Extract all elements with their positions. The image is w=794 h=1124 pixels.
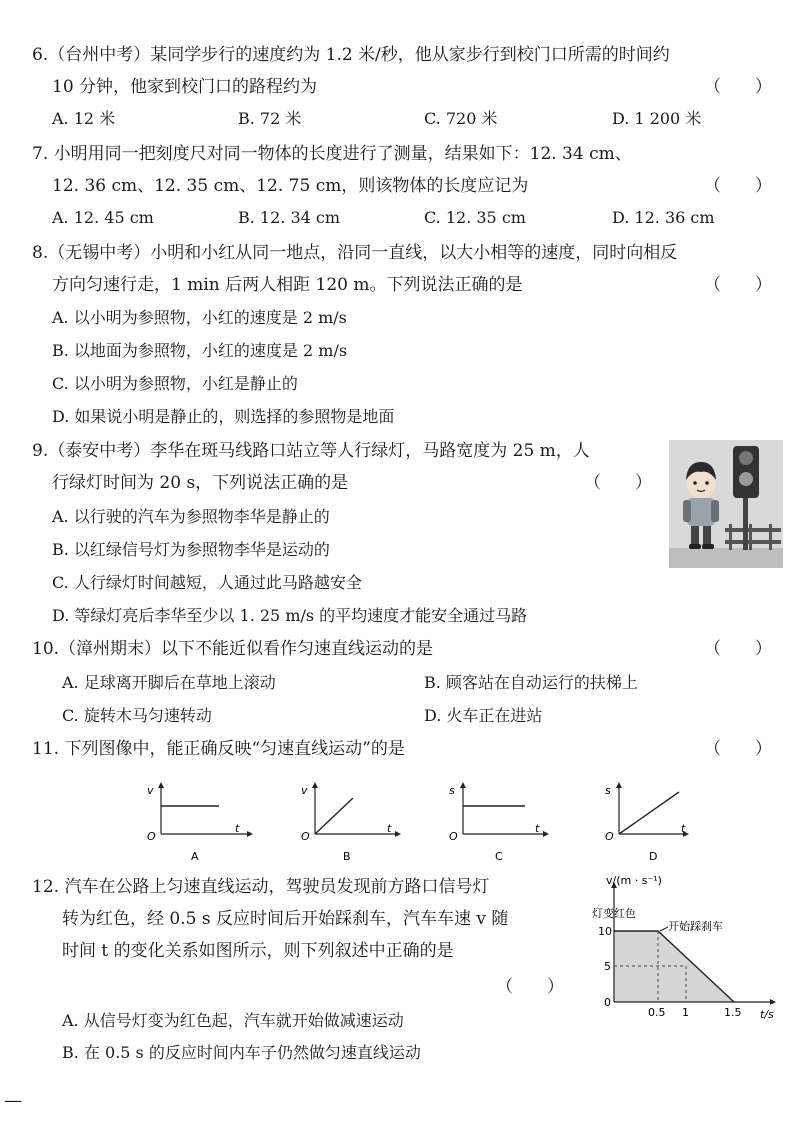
crosswalk-illustration [669,440,783,568]
q11-graph-a [143,780,253,865]
q11-graph-b-label: B [343,850,351,863]
q9-stem-line1: 9.（泰安中考）李华在斑马线路口站立等人行绿灯，马路宽度为 25 m，人 [32,441,590,461]
q12-graph-ylabel: v/(m · s⁻¹) [606,874,662,887]
q12-stem-line1: 12. 汽车在公路上匀速直线运动，驾驶员发现前方路口信号灯 [32,877,490,897]
q11-graph-a-yaxis: v [147,784,154,797]
q11-graph-d-xaxis: t [681,822,686,835]
q11-graph-d-label: D [649,850,658,863]
q12-graph-xtick-1.5: 1.5 [724,1006,742,1019]
q10-option-d: D. 火车正在进站 [424,706,543,725]
q8-answer-blank: （ ） [704,275,772,295]
q6-option-d: D. 1 200 米 [612,109,702,128]
q12-graph-annot-red: 灯变红色 [592,907,636,920]
q12-graph-xtick-0.5: 0.5 [648,1006,666,1019]
q7-stem-line1: 7. 小明用同一把刻度尺对同一物体的长度进行了测量，结果如下：12. 34 cm、 [32,144,632,164]
q6-option-a: A. 12 米 [52,109,116,128]
q11-graph-b-origin: O [301,830,310,843]
q7-answer-blank: （ ） [704,176,772,196]
q10-answer-blank: （ ） [704,639,772,659]
q10-option-b: B. 顾客站在自动运行的扶梯上 [424,673,638,692]
q11-graph-b [297,780,407,865]
q7-option-d: D. 12. 36 cm [612,208,715,227]
q11-graph-d-origin: O [605,830,614,843]
q8-option-a: A. 以小明为参照物，小红的速度是 2 m/s [52,308,347,327]
q8-option-c: C. 以小明为参照物，小红是静止的 [52,374,298,393]
q7-option-b: B. 12. 34 cm [238,208,341,227]
q12-stem-line2: 转为红色，经 0.5 s 反应时间后开始踩刹车，汽车车速 v 随 [62,909,509,929]
q10-option-c: C. 旋转木马匀速转动 [62,706,212,725]
q11-graph-a-label: A [191,850,199,863]
q9-option-b: B. 以红绿信号灯为参照物李华是运动的 [52,540,330,559]
q11-graph-b-yaxis: v [301,784,308,797]
q6-option-b: B. 72 米 [238,109,302,128]
q12-graph-ytick-0: 0 [604,996,611,1009]
q8-stem-line1: 8.（无锡中考）小明和小红从同一地点，沿同一直线，以大小相等的速度，同时向相反 [32,243,678,263]
q6-option-c: C. 720 米 [424,109,498,128]
q11-graph-c-xaxis: t [535,822,540,835]
q9-option-c: C. 人行绿灯时间越短，人通过此马路越安全 [52,573,362,592]
q11-graph-a-origin: O [147,830,156,843]
q12-graph-xlabel: t/s [760,1008,774,1020]
q8-option-d: D. 如果说小明是静止的，则选择的参照物是地面 [52,407,395,426]
q11-graph-c [445,780,555,865]
q7-stem-line2: 12. 36 cm、12. 35 cm、12. 75 cm，则该物体的长度应记为 [52,176,529,196]
q11-graph-d [601,780,711,865]
q11-graph-b-xaxis: t [387,822,392,835]
q12-graph-ytick-10: 10 [598,925,612,938]
q11-graph-a-xaxis: t [235,822,240,835]
q8-option-b: B. 以地面为参照物，小红的速度是 2 m/s [52,341,348,360]
q7-option-a: A. 12. 45 cm [52,208,154,227]
q11-stem: 11. 下列图像中，能正确反映“匀速直线运动”的是 [32,739,405,759]
q12-vt-graph [584,870,784,1020]
footer-mark: — [4,1090,22,1111]
q9-option-d: D. 等绿灯亮后李华至少以 1. 25 m/s 的平均速度才能安全通过马路 [52,606,528,625]
q8-stem-line2: 方向匀速行走，1 min 后两人相距 120 m。下列说法正确的是 [52,275,523,295]
q11-graph-c-yaxis: s [449,784,455,797]
q11-answer-blank: （ ） [704,739,772,759]
q6-stem-line1: 6.（台州中考）某同学步行的速度约为 1.2 米/秒，他从家步行到校门口所需的时间约 [32,45,670,65]
q12-graph-xtick-1: 1 [682,1006,689,1019]
q6-answer-blank: （ ） [704,77,772,97]
q11-graph-d-yaxis: s [605,784,611,797]
q11-graph-c-label: C [495,850,503,863]
q12-stem-line3: 时间 t 的变化关系如图所示，则下列叙述中正确的是 [62,941,454,961]
q12-graph-ytick-5: 5 [604,960,611,973]
q12-option-a: A. 从信号灯变为红色起，汽车就开始做减速运动 [62,1011,404,1030]
q7-option-c: C. 12. 35 cm [424,208,526,227]
q11-graph-c-origin: O [449,830,458,843]
q9-option-a: A. 以行驶的汽车为参照物李华是静止的 [52,507,330,526]
q9-stem-line2: 行绿灯时间为 20 s，下列说法正确的是 [52,473,349,493]
q10-stem: 10.（漳州期末）以下不能近似看作匀速直线运动的是 [32,639,434,659]
q10-option-a: A. 足球离开脚后在草地上滚动 [62,673,276,692]
q9-answer-blank: （ ） [584,473,652,493]
q6-stem-line2: 10 分钟，他家到校门口的路程约为 [52,77,318,97]
q12-answer-blank: （ ） [496,977,564,997]
q12-graph-annot-brake: 开始踩刹车 [668,920,723,933]
q12-option-b: B. 在 0.5 s 的反应时间内车子仍然做匀速直线运动 [62,1043,421,1062]
